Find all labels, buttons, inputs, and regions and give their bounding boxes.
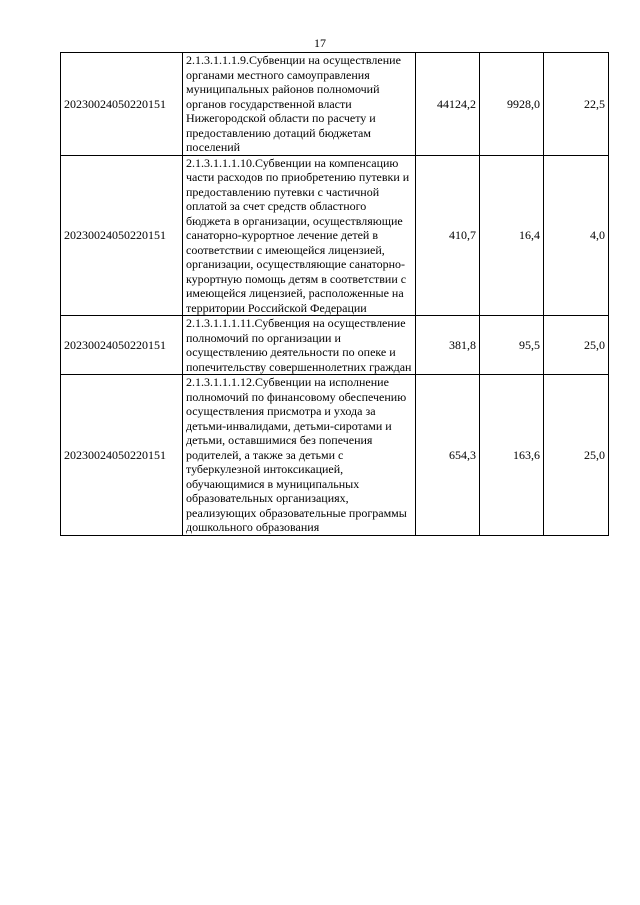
value-3-cell: 25,0 xyxy=(544,375,609,536)
table-row xyxy=(61,375,609,536)
budget-table xyxy=(60,52,609,536)
table-row xyxy=(61,53,609,156)
item-name-cell: 2.1.3.1.1.1.11.Субвенция на осуществление полномочий по организации и осуществлению деятельности по опеке и попечительству совершеннолетних граждан xyxy=(183,316,416,375)
value-2-cell: 95,5 xyxy=(480,316,544,375)
budget-code-cell: 20230024050220151 xyxy=(61,155,183,316)
item-name-cell: 2.1.3.1.1.1.10.Субвенции на компенсацию части расходов по приобретению путевки и предоставлению путевки с частичной оплатой за счет средств областного бюджета в организации, осуществляющие санаторно-курортное лечение детей в соответствии с имеющейся лицензией, организации, осуществляющие санаторно-курортную помощь детям в соответствии с имеющейся лицензией, расположенные на территории Российской Федерации xyxy=(183,155,416,316)
budget-code-cell: 20230024050220151 xyxy=(61,316,183,375)
value-1-cell: 654,3 xyxy=(416,375,480,536)
table-row xyxy=(61,155,609,316)
value-2-cell: 9928,0 xyxy=(480,53,544,156)
value-3-cell: 22,5 xyxy=(544,53,609,156)
value-1-cell: 410,7 xyxy=(416,155,480,316)
table-row xyxy=(61,316,609,375)
value-2-cell: 16,4 xyxy=(480,155,544,316)
value-1-cell: 381,8 xyxy=(416,316,480,375)
budget-code-cell: 20230024050220151 xyxy=(61,375,183,536)
page-number: 17 xyxy=(314,36,326,50)
value-1-cell: 44124,2 xyxy=(416,53,480,156)
value-3-cell: 4,0 xyxy=(544,155,609,316)
item-name-cell: 2.1.3.1.1.1.9.Субвенции на осуществление органами местного самоуправления муниципальных районов полномочий органов государственной власти Нижегородской области по расчету и предоставлению дотаций бюджетам поселений xyxy=(183,53,416,156)
value-2-cell: 163,6 xyxy=(480,375,544,536)
item-name-cell: 2.1.3.1.1.1.12.Субвенции на исполнение полномочий по финансовому обеспечению осуществления присмотра и ухода за детьми-инвалидами, детьми-сиротами и детьми, оставшимися без попечения родителей, а также за детьми с туберкулезной интоксикацией, обучающимися в муниципальных образовательных организациях, реализующих образовательные программы дошкольного образования xyxy=(183,375,416,536)
budget-code-cell: 20230024050220151 xyxy=(61,53,183,156)
value-3-cell: 25,0 xyxy=(544,316,609,375)
